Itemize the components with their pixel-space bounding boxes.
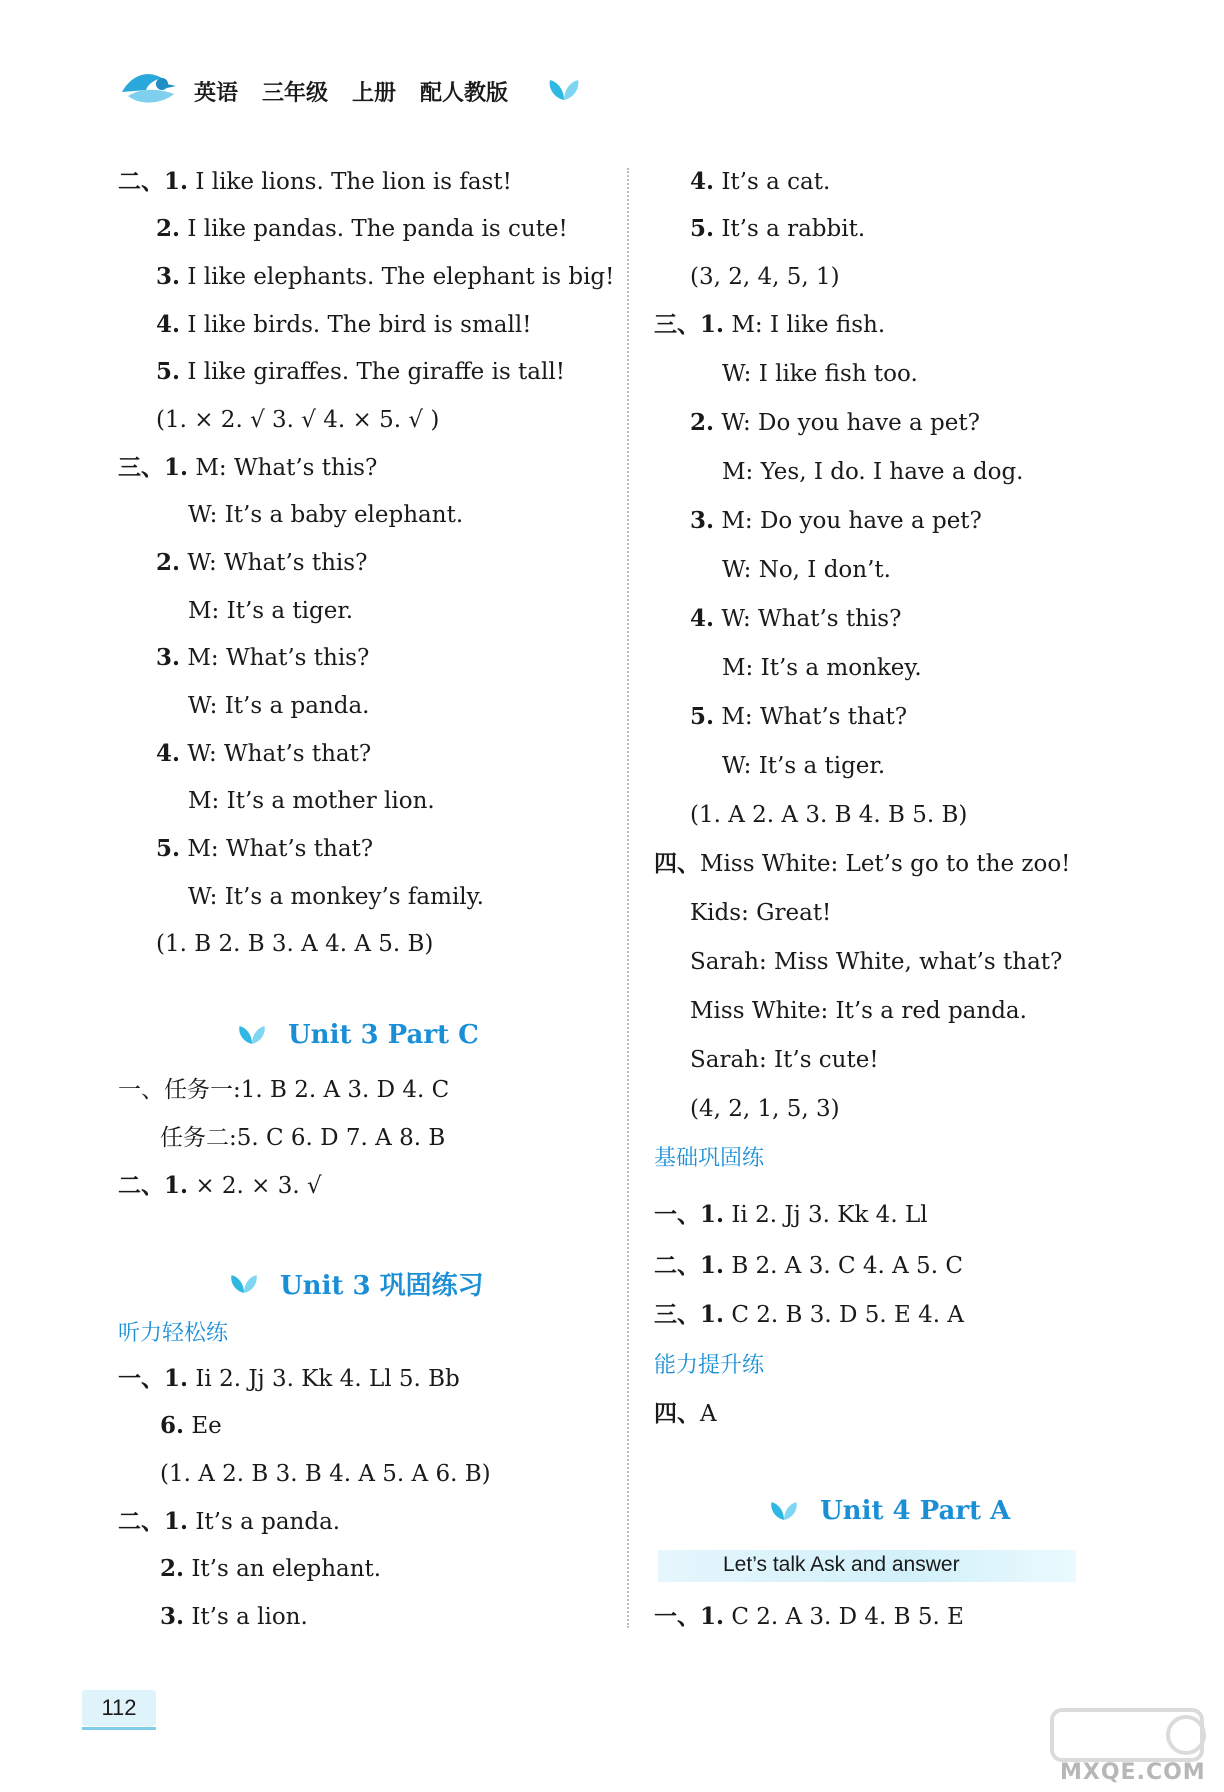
leaf-icon — [768, 1499, 800, 1523]
answer-line: Miss White: It’s a red panda. — [690, 998, 1027, 1024]
answer-line: (3, 2, 4, 5, 1) — [690, 264, 840, 290]
answer-line: 4. W: What’s that? — [156, 740, 372, 767]
answer-line: 2. W: What’s this? — [156, 549, 368, 576]
answer-line: 二、1. × 2. × 3. √ — [118, 1172, 322, 1199]
header-grade: 三年级 — [262, 81, 329, 106]
answer-line: 4. It’s a cat. — [690, 168, 831, 195]
header-edition: 配人教版 — [420, 81, 509, 106]
column-divider — [627, 168, 629, 1628]
answer-line: M: It’s a tiger. — [188, 598, 354, 624]
answer-line: 2. It’s an elephant. — [160, 1555, 382, 1582]
answer-line: Sarah: It’s cute! — [690, 1047, 879, 1073]
leaf-icon — [228, 1272, 260, 1296]
answer-line: M: Yes, I do. I have a dog. — [722, 459, 1024, 485]
answer-line: 6. Ee — [160, 1412, 222, 1439]
answer-line: 三、1. C 2. B 3. D 5. E 4. A — [654, 1301, 964, 1328]
answer-line: W: It’s a panda. — [188, 693, 370, 719]
talk-banner-label: Let’s talk Ask and answer — [723, 1553, 960, 1576]
answer-line: Kids: Great! — [690, 900, 832, 926]
answer-line: 5. It’s a rabbit. — [690, 215, 866, 242]
answer-line: 二、1. B 2. A 3. C 4. A 5. C — [654, 1252, 963, 1279]
answer-line: W: No, I don’t. — [722, 557, 891, 583]
unit3-partc-title: Unit 3 Part C — [236, 1020, 479, 1050]
answer-line: M: It’s a mother lion. — [188, 788, 435, 814]
answer-line: W: It’s a baby elephant. — [188, 502, 464, 528]
answer-line: 2. I like pandas. The panda is cute! — [156, 215, 568, 242]
answer-line: 3. It’s a lion. — [160, 1603, 308, 1630]
answer-line: 三、1. M: What’s this? — [118, 454, 378, 481]
answer-line: 5. M: What’s that? — [690, 703, 908, 730]
answer-line: 3. M: Do you have a pet? — [690, 507, 982, 534]
answer-line: 三、1. M: I like fish. — [654, 311, 886, 338]
answer-line: 5. M: What’s that? — [156, 835, 374, 862]
unit3-review-title: Unit 3 巩固练习 — [228, 1265, 484, 1302]
answer-line: W: It’s a monkey’s family. — [188, 884, 484, 910]
answer-line: 3. I like elephants. The elephant is big! — [156, 263, 615, 290]
answer-line: Sarah: Miss White, what’s that? — [690, 949, 1063, 975]
answer-line: 4. I like birds. The bird is small! — [156, 311, 532, 338]
answer-line: 一、1. Ii 2. Jj 3. Kk 4. Ll 5. Bb — [118, 1365, 460, 1392]
leaf-icon — [236, 1023, 268, 1047]
answer-line: W: I like fish too. — [722, 361, 918, 387]
answer-line: 任务二:5. C 6. D 7. A 8. B — [160, 1125, 446, 1151]
answer-line: 四、A — [654, 1400, 717, 1427]
answer-line: (1. B 2. B 3. A 4. A 5. B) — [156, 931, 434, 957]
answer-line: (4, 2, 1, 5, 3) — [690, 1096, 840, 1122]
section-basic: 基础巩固练 — [654, 1146, 765, 1171]
answer-line: M: It’s a monkey. — [722, 655, 922, 681]
answer-line: 一、1. C 2. A 3. D 4. B 5. E — [654, 1603, 964, 1630]
section-listening: 听力轻松练 — [118, 1321, 229, 1346]
answer-line: 3. M: What’s this? — [156, 644, 370, 671]
answer-line: 一、任务一:1. B 2. A 3. D 4. C — [118, 1077, 450, 1103]
answer-line: 二、1. It’s a panda. — [118, 1508, 341, 1535]
header — [194, 76, 532, 107]
watermark-text: MXQE.COM — [1060, 1760, 1206, 1785]
answer-line: 5. I like giraffes. The giraffe is tall! — [156, 358, 565, 385]
header-subject: 英语 — [194, 81, 239, 106]
section-ability: 能力提升练 — [654, 1353, 765, 1378]
answer-line: (1. × 2. √ 3. √ 4. × 5. √ ) — [156, 407, 440, 433]
header-volume: 上册 — [352, 81, 397, 106]
bird-logo-icon — [118, 64, 178, 108]
answer-line: 一、1. Ii 2. Jj 3. Kk 4. Ll — [654, 1201, 928, 1228]
page-number: 112 — [82, 1690, 156, 1726]
answer-line: 4. W: What’s this? — [690, 605, 902, 632]
answer-line: (1. A 2. A 3. B 4. B 5. B) — [690, 802, 968, 828]
leaf-icon — [546, 78, 582, 102]
answer-line: 二、1. I like lions. The lion is fast! — [118, 168, 512, 195]
page-number-underline — [82, 1727, 156, 1730]
answer-line: (1. A 2. B 3. B 4. A 5. A 6. B) — [160, 1461, 491, 1487]
unit4-parta-title: Unit 4 Part A — [768, 1496, 1010, 1526]
answer-line: 2. W: Do you have a pet? — [690, 409, 980, 436]
answer-line: 四、Miss White: Let’s go to the zoo! — [654, 850, 1071, 877]
answer-line: W: It’s a tiger. — [722, 753, 886, 779]
